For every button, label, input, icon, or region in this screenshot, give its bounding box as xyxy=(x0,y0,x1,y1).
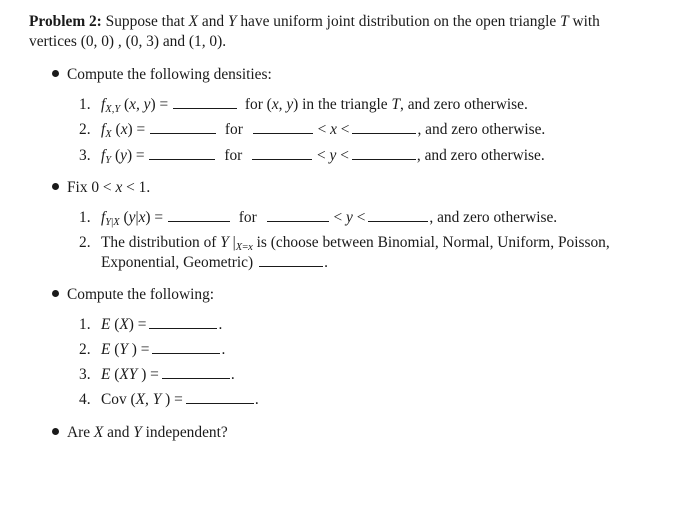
bullet-icon xyxy=(52,428,59,435)
answer-blank[interactable] xyxy=(152,340,220,354)
answer-blank[interactable] xyxy=(352,146,416,160)
answer-blank[interactable] xyxy=(186,390,254,404)
answer-blank[interactable] xyxy=(168,208,230,222)
answer-blank[interactable] xyxy=(162,365,230,379)
section1-heading: Compute the following densities: xyxy=(52,65,272,85)
answer-blank[interactable] xyxy=(149,146,215,160)
answer-blank[interactable] xyxy=(173,95,237,109)
section2-heading: Fix 0 < x < 1. xyxy=(52,178,150,198)
section4-heading: Are X and Y independent? xyxy=(52,423,228,443)
section1-item1: 1. $f_{X,Y}$ (x, y) = for (x, y) in the triangle T, and zero otherwise. xyxy=(79,96,528,115)
answer-blank[interactable] xyxy=(352,120,416,134)
answer-blank[interactable] xyxy=(267,208,329,222)
answer-blank[interactable] xyxy=(253,120,313,134)
problem-text-line1: Suppose that X and Y have uniform joint distribution on the open triangle T with xyxy=(105,13,600,30)
problem-statement-line1 xyxy=(29,12,600,32)
section3-item3: 3. E (XY ) = . xyxy=(79,366,235,383)
section3-item1: 1. E (X) = . xyxy=(79,316,223,333)
bullet-icon xyxy=(52,183,59,190)
problem-text-line2: vertices (0, 0) , (0, 3) and (1, 0). xyxy=(29,33,227,50)
section2-item1: 1. $f_{Y|X}$ (y|x) = for < y < , and zero otherwise. xyxy=(79,209,558,228)
section3-item2: 2. E (Y ) = . xyxy=(79,341,226,358)
answer-blank[interactable] xyxy=(252,146,312,160)
section2-item2-line2: Exponential, Geometric) . xyxy=(101,254,328,271)
section3-item4: 4. Cov (X, Y ) = . xyxy=(79,391,259,408)
answer-blank[interactable] xyxy=(368,208,428,222)
bullet-icon xyxy=(52,70,59,77)
section3-heading: Compute the following: xyxy=(52,285,214,305)
section1-item2: 2. $f_X$ (x) = for < x < , and zero otherwise. xyxy=(79,121,546,140)
answer-blank[interactable] xyxy=(259,253,323,267)
answer-blank[interactable] xyxy=(150,120,216,134)
problem-label: Problem 2: xyxy=(29,13,102,30)
bullet-icon xyxy=(52,290,59,297)
answer-blank[interactable] xyxy=(149,315,217,329)
section1-item3: 3. $f_Y$ (y) = for < y < , and zero otherwise. xyxy=(79,147,545,166)
section2-item2-line1: 2. The distribution of Y $|_{X=x}$ is (choose between Binomial, Normal, Uniform, Poisson, xyxy=(79,234,610,253)
